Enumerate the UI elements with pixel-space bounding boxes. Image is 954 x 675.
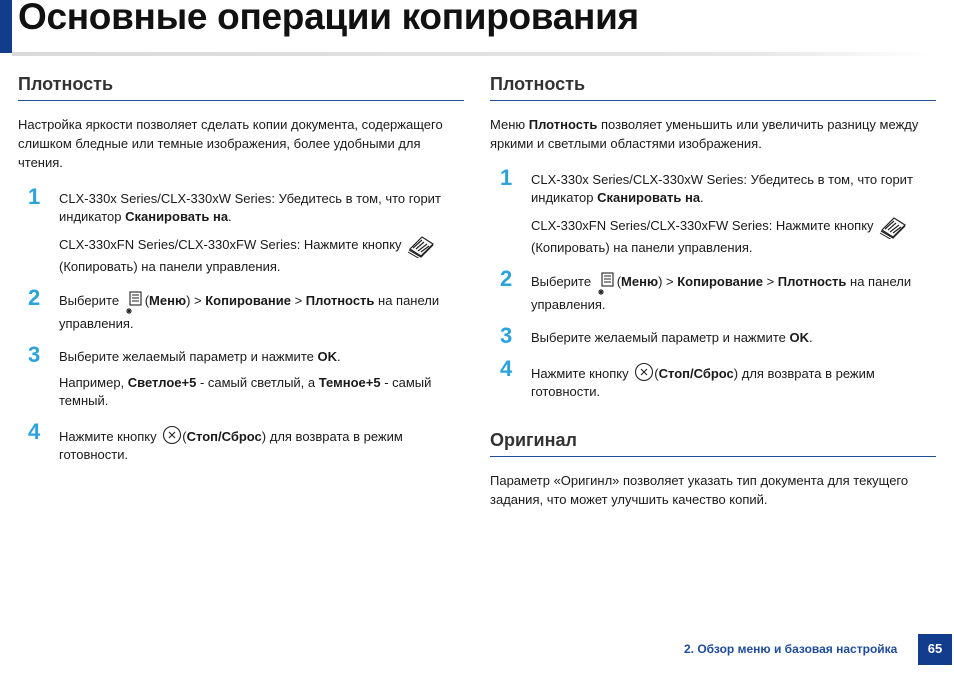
step-text-part: ) для возврата в режим готовности.	[59, 429, 403, 462]
step-1	[490, 165, 936, 257]
para-text-part: Меню	[490, 117, 529, 132]
step-text-part: .	[808, 330, 813, 345]
menu-label: Меню	[149, 293, 187, 308]
step-text-part: Выберите	[531, 274, 592, 289]
darker-value: Темное+5	[318, 375, 381, 390]
step-text-part: (Копировать) на панели управления.	[59, 259, 281, 274]
step-3	[18, 342, 464, 410]
stop-reset-icon	[634, 362, 654, 382]
steps-list-left	[18, 184, 464, 464]
step-text	[531, 272, 936, 314]
left-column	[18, 74, 464, 479]
copy-menu-label: Копирование	[205, 293, 291, 308]
copy-button-icon	[406, 234, 436, 258]
step-text-part: ) >	[186, 293, 206, 308]
step-number: 4	[500, 356, 513, 381]
density-intro-left: Настройка яркости позволяет сделать копии документа, содержащего слишком бледные или темные изображения, более удобными для чтения.	[18, 117, 443, 170]
density-menu-label: Плотность	[528, 117, 598, 132]
step-text	[59, 190, 464, 226]
step-2	[18, 285, 464, 333]
step-text-part: - самый светлый, а	[196, 375, 319, 390]
step-text	[59, 234, 464, 276]
title-underline	[12, 52, 932, 56]
step-text-part: CLX-330x Series/CLX-330xW Series: Убедитесь в том, что горит индикатор	[531, 172, 913, 205]
menu-button-icon	[597, 272, 615, 296]
step-text	[531, 362, 936, 401]
step-text-part: (	[616, 274, 622, 289]
step-text-part: >	[290, 293, 306, 308]
step-text-part: (	[654, 366, 659, 381]
step-text-part: ) >	[658, 274, 678, 289]
copy-menu-label: Копирование	[677, 274, 763, 289]
step-number: 3	[28, 342, 41, 367]
stop-reset-label: Стоп/Сброс	[186, 429, 262, 444]
original-description: Параметр «Оригинл» позволяет указать тип документа для текущего задания, что может улучшить качество копий.	[490, 473, 909, 507]
step-text	[531, 329, 936, 347]
density-menu-label: Плотность	[777, 274, 847, 289]
stop-reset-label: Стоп/Сброс	[658, 366, 734, 381]
page-title: Основные операции копирования	[18, 0, 639, 37]
step-text-part: .	[336, 349, 341, 364]
step-text	[531, 171, 936, 207]
section-heading-density-left: Плотность	[18, 74, 464, 101]
step-text-part: CLX-330xFN Series/CLX-330xFW Series: Нажмите кнопку	[59, 237, 402, 252]
copy-button-icon	[878, 215, 908, 239]
step-text-part: Нажмите кнопку	[59, 429, 157, 444]
footer-section-link[interactable]: 2. Обзор меню и базовая настройка	[684, 642, 898, 656]
step-text-part: Выберите	[59, 293, 120, 308]
step-text-part: Например,	[59, 375, 128, 390]
steps-list-right	[490, 165, 936, 401]
step-text-part: на панели управления.	[531, 274, 912, 312]
step-2	[490, 266, 936, 314]
step-text	[59, 291, 464, 333]
step-text-part: (Копировать) на панели управления.	[531, 240, 753, 255]
step-text-part: (	[144, 293, 150, 308]
density-intro-right	[490, 115, 936, 153]
menu-button-icon	[125, 291, 143, 315]
scan-to-indicator-label: Сканировать на	[125, 209, 229, 224]
ok-label: OK	[789, 330, 809, 345]
step-text	[59, 425, 464, 464]
step-text-part: - самый темный.	[59, 375, 432, 408]
step-1	[18, 184, 464, 276]
step-number: 2	[500, 266, 513, 291]
step-number: 3	[500, 323, 513, 348]
section-heading-density-right: Плотность	[490, 74, 936, 101]
para-text-part: позволяет уменьшить или увеличить разницу между яркими и светлыми областями изображения.	[490, 117, 919, 151]
step-text-part: Нажмите кнопку	[531, 366, 629, 381]
stop-reset-icon	[162, 425, 182, 445]
step-text-part: (	[182, 429, 187, 444]
step-number: 2	[28, 285, 41, 310]
step-text	[59, 348, 464, 366]
step-text-part: .	[700, 190, 704, 205]
step-4	[490, 356, 936, 401]
step-number: 1	[500, 165, 513, 190]
menu-label: Меню	[621, 274, 659, 289]
step-text-part: Выберите желаемый параметр и нажмите	[531, 330, 790, 345]
step-number: 1	[28, 184, 41, 209]
right-column	[490, 74, 936, 509]
section-heading-original: Оригинал	[490, 430, 936, 457]
lighter-value: Светлое+5	[127, 375, 197, 390]
step-3	[490, 323, 936, 348]
step-4	[18, 419, 464, 464]
step-text-part: CLX-330xFN Series/CLX-330xFW Series: Нажмите кнопку	[531, 218, 874, 233]
step-number: 4	[28, 419, 41, 444]
step-text-part: CLX-330x Series/CLX-330xW Series: Убедитесь в том, что горит индикатор	[59, 191, 441, 224]
step-text-part: на панели управления.	[59, 293, 440, 331]
density-menu-label: Плотность	[305, 293, 375, 308]
step-text	[531, 215, 936, 257]
step-text-part: .	[228, 209, 232, 224]
header-accent-bar	[0, 0, 12, 53]
step-text-part: ) для возврата в режим готовности.	[531, 366, 875, 399]
page-number: 65	[918, 634, 952, 665]
ok-label: OK	[317, 349, 337, 364]
scan-to-indicator-label: Сканировать на	[597, 190, 701, 205]
step-text-part: >	[762, 274, 778, 289]
step-text-part: Выберите желаемый параметр и нажмите	[59, 349, 318, 364]
step-example	[59, 374, 464, 410]
